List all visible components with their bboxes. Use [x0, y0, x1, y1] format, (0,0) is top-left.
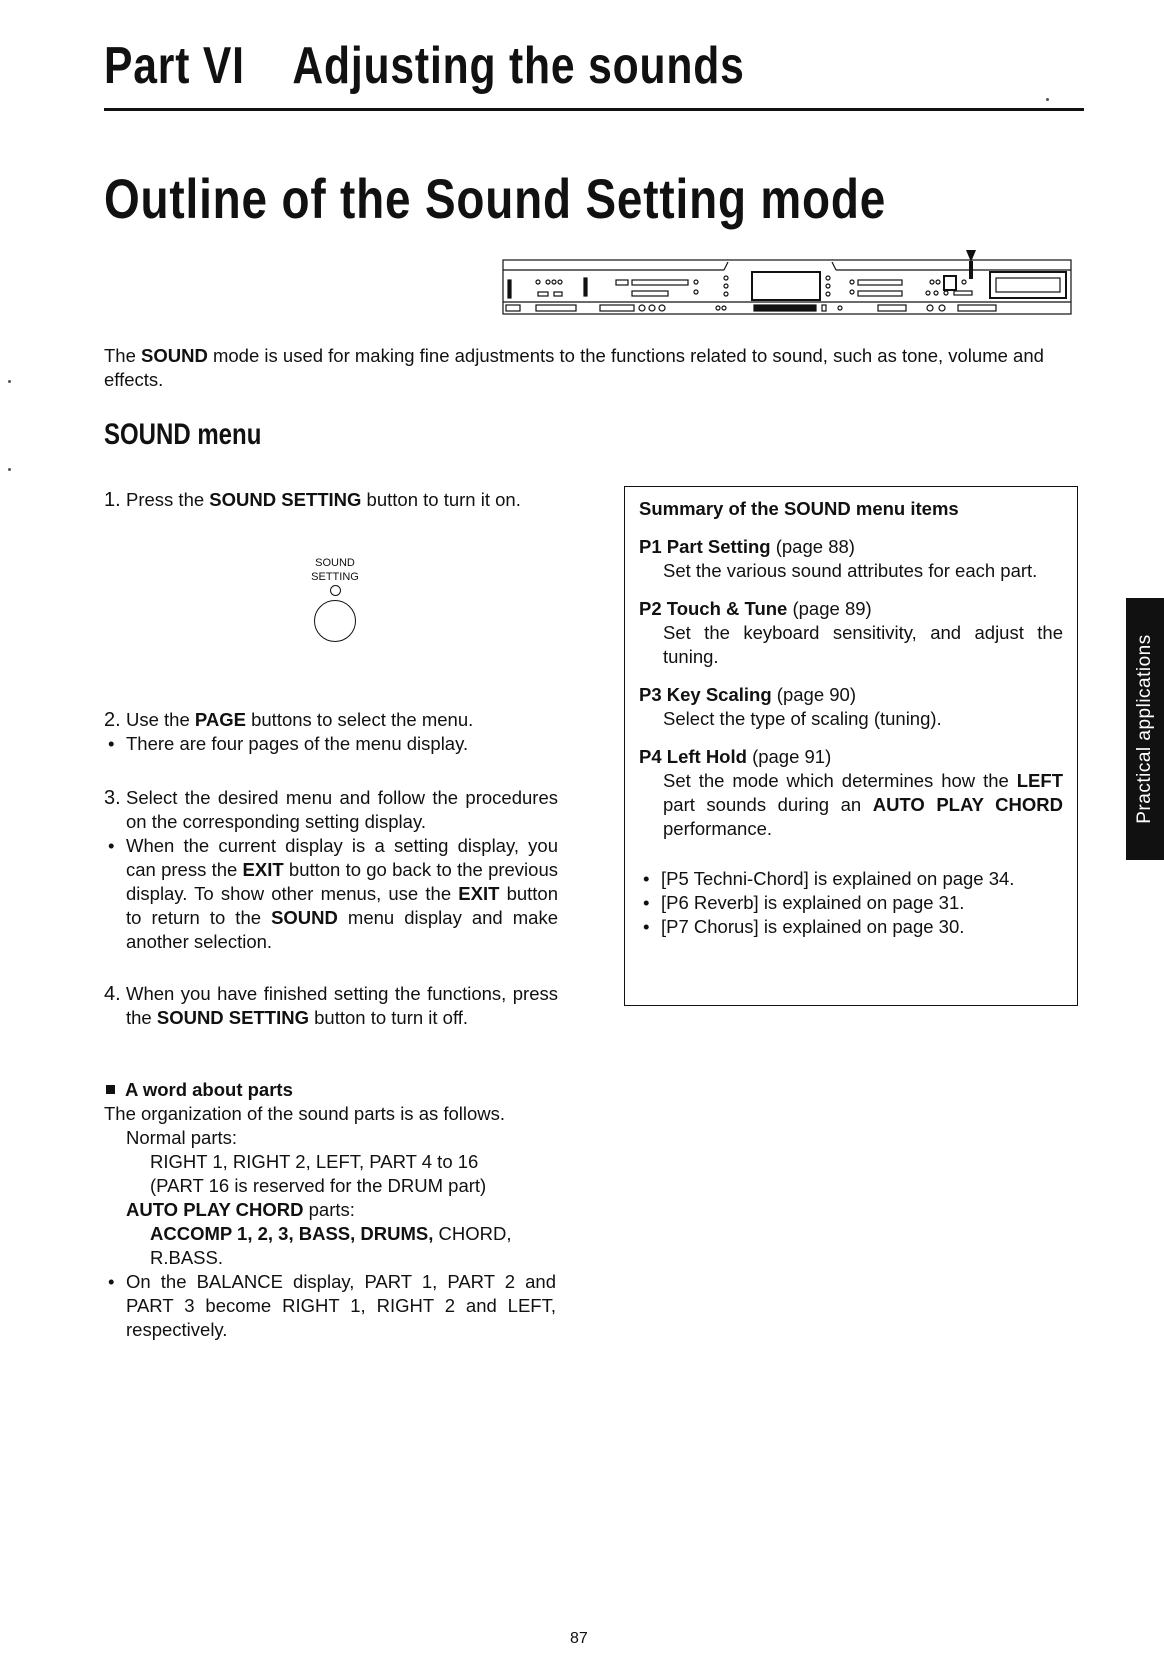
- item-page: (page 88): [775, 536, 855, 557]
- item-page: (page 91): [752, 746, 832, 767]
- summary-note: • [P5 Techni-Chord] is explained on page 34.: [639, 867, 1063, 891]
- scan-dot: [8, 468, 11, 471]
- auto-parts-label: AUTO PLAY CHORD parts:: [126, 1199, 355, 1220]
- item-desc: Set the various sound attributes for each part.: [663, 560, 1038, 581]
- step-bullet: • When the current display is a setting display, you can press the EXIT button to go back to the previous display. To show other menus, use the EXIT button to return to the SOUND menu display and make another selection.: [104, 834, 558, 954]
- square-bullet-icon: [106, 1085, 115, 1094]
- side-tab-label: Practical applications: [1134, 634, 1155, 824]
- step-text: Use the PAGE buttons to select the menu.: [126, 709, 474, 730]
- part-heading: [104, 36, 745, 96]
- summary-item-p4: [639, 745, 1063, 841]
- step-1: [104, 488, 558, 512]
- button-label-line1: SOUND: [315, 557, 355, 569]
- item-page: (page 89): [792, 598, 872, 619]
- item-desc: Set the mode which determines how the LEFT part sounds during an AUTO PLAY CHORD performance.: [663, 770, 1063, 839]
- summary-notes: [639, 867, 1063, 939]
- item-label: P2 Touch & Tune: [639, 598, 788, 619]
- summary-note: • [P6 Reverb] is explained on page 31.: [639, 891, 1063, 915]
- step-text: When you have finished setting the functions, press the SOUND SETTING button to turn it off.: [126, 983, 558, 1028]
- summary-item-p2: [639, 597, 1063, 669]
- word-about-parts: [104, 1078, 556, 1342]
- sound-setting-button-icon: [314, 600, 356, 642]
- part-title: Adjusting the sounds: [292, 37, 745, 95]
- item-label: P3 Key Scaling: [639, 684, 772, 705]
- part-label: Part VI: [104, 37, 245, 95]
- summary-item-p3: [639, 683, 1063, 731]
- indicator-led-icon: [330, 585, 341, 596]
- word-heading: A word about parts: [104, 1078, 556, 1102]
- step-text: Select the desired menu and follow the procedures on the corresponding setting display.: [126, 787, 558, 832]
- side-tab: [1126, 598, 1164, 860]
- step-number: 4.: [104, 983, 121, 1005]
- item-page: (page 90): [776, 684, 856, 705]
- intro-paragraph: The SOUND mode is used for making fine adjustments to the functions related to sound, such as tone, volume and effects.: [104, 345, 1044, 390]
- word-intro: The organization of the sound parts is as follows.: [104, 1103, 506, 1124]
- step-bullet: • There are four pages of the menu display.: [104, 732, 558, 756]
- summary-title: Summary of the SOUND menu items: [639, 498, 959, 519]
- header-rule: [104, 108, 1084, 111]
- section-title: SOUND menu: [104, 418, 262, 451]
- step-number: 3.: [104, 787, 121, 809]
- step-4: [104, 982, 558, 1030]
- normal-parts-line2: (PART 16 is reserved for the DRUM part): [150, 1175, 487, 1196]
- step-number: 1.: [104, 489, 121, 511]
- summary-box: [624, 486, 1078, 1006]
- summary-note: • [P7 Chorus] is explained on page 30.: [639, 915, 1063, 939]
- normal-parts-label: Normal parts:: [126, 1127, 238, 1148]
- step-2: [104, 708, 558, 756]
- auto-parts-line2: R.BASS.: [150, 1247, 223, 1268]
- scan-dot: [8, 380, 11, 383]
- item-desc: Set the keyboard sensitivity, and adjust the tuning.: [663, 622, 1063, 667]
- sound-setting-button-figure: [302, 556, 368, 642]
- normal-parts-line1: RIGHT 1, RIGHT 2, LEFT, PART 4 to 16: [150, 1151, 479, 1172]
- step-text: Press the SOUND SETTING button to turn it on.: [126, 489, 521, 510]
- page-title: Outline of the Sound Setting mode: [104, 167, 887, 230]
- auto-parts-line1: ACCOMP 1, 2, 3, BASS, DRUMS, CHORD,: [150, 1223, 512, 1244]
- scan-dot: [1046, 98, 1049, 101]
- balance-note: • On the BALANCE display, PART 1, PART 2 and PART 3 become RIGHT 1, RIGHT 2 and LEFT, respectively.: [104, 1270, 556, 1342]
- button-label-line2: SETTING: [311, 571, 359, 583]
- item-desc: Select the type of scaling (tuning).: [663, 708, 942, 729]
- control-panel-diagram: [502, 250, 1072, 326]
- page-number: 87: [570, 1630, 588, 1647]
- item-label: P4 Left Hold: [639, 746, 747, 767]
- summary-item-p1: [639, 535, 1063, 583]
- item-label: P1 Part Setting: [639, 536, 771, 557]
- step-3: [104, 786, 558, 954]
- step-number: 2.: [104, 709, 121, 731]
